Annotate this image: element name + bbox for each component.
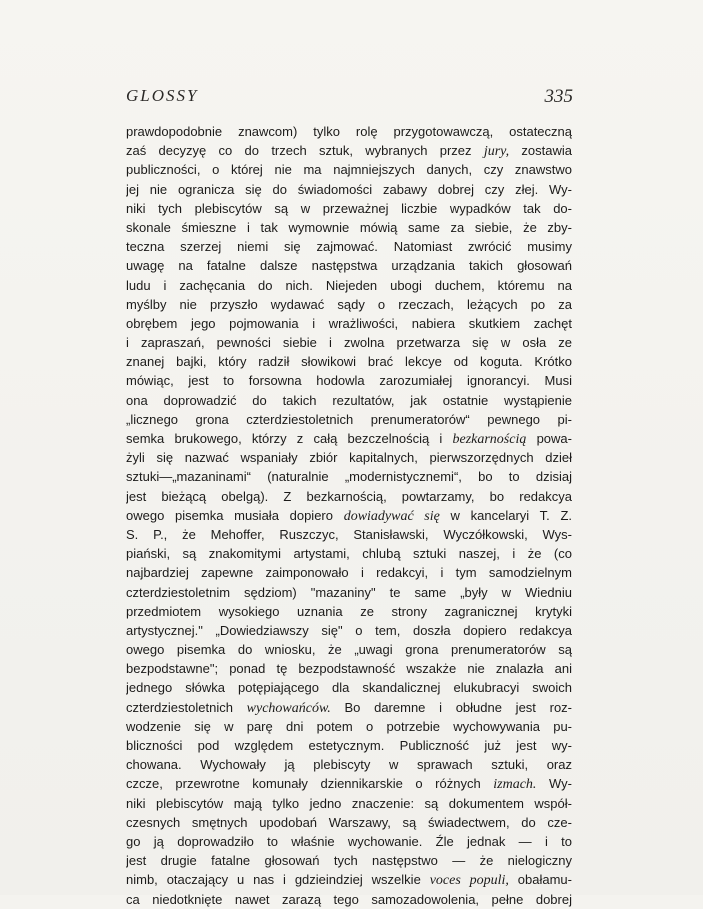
text-line	[126, 371, 572, 390]
text-line	[126, 352, 572, 371]
text-segment: Wy-	[536, 776, 572, 792]
text-line	[126, 813, 572, 832]
text-segment: prawdopodobnie znawcom) tylko rolę przygotowawczą, ostateczną	[126, 124, 572, 139]
page-header	[126, 86, 573, 112]
text-segment: semka brukowego, którzy z całą bezczelnością i	[126, 431, 453, 446]
text-line	[126, 160, 572, 179]
text-segment: jej nie ogranicza się do świadomości zabawy dobrej czy złej. Wy-	[126, 181, 572, 197]
text-segment: i zapraszań, pewności siebie i zwolna przetwarza się w osła ze	[126, 335, 572, 351]
text-segment: ca niedotknięte nawet zarazą tego samozadowolenia, pełne dobrej	[126, 891, 572, 907]
page-number: 335	[544, 86, 573, 107]
text-segment: zaś decyzyę co do trzech sztuk, wybranych przez	[126, 143, 484, 159]
text-segment: owego pisemka do wniosku, że „uwagi grona prenumeratorów są	[126, 642, 572, 658]
text-segment: teczna szerzej niemi się zajmować. Natomiast zwrócić musimy	[126, 239, 572, 255]
text-line	[126, 141, 572, 160]
text-segment: jest drugie fatalne głosowań tych następstwo — że nielogiczny	[126, 853, 572, 869]
text-segment: żyli się nazwać wspaniały zbiór kapitalnych, pierwszorzędnych dzieł	[126, 450, 572, 466]
text-line	[126, 736, 572, 755]
text-line	[126, 467, 572, 486]
text-segment: czcze, przewrotne komunały dziennikarskie o różnych	[126, 776, 494, 792]
text-line	[126, 276, 572, 295]
text-segment: czesnych smętnych upodobań Warszawy, są świadectwem, do cze-	[126, 814, 572, 830]
text-line	[126, 391, 572, 410]
text-line	[126, 717, 572, 736]
text-line	[126, 640, 572, 659]
text-line	[126, 678, 572, 697]
text-line	[126, 602, 572, 621]
text-segment: chowana. Wychowały ją plebiscyty w sprawach sztuki, oraz	[126, 757, 572, 773]
text-segment: uwagę na fatalne dalsze następstwa urządzania takich głosowań	[126, 258, 572, 274]
text-segment: Bo daremne i obłudne jest roz-	[330, 699, 572, 715]
text-segment: znanej bajki, który radził słowikowi brać lekcye od koguta. Krótko	[126, 354, 572, 370]
text-segment: obrębem jego pojmowania i wrażliwości, nabiera skutkiem zachęt	[126, 315, 572, 331]
text-segment: niki tych plebiscytów są w przeważnej liczbie wypadków tak do-	[126, 200, 572, 216]
text-line	[126, 563, 572, 582]
text-segment: go ją doprowadziło to właśnie wychowanie. Źle jednak — i to	[126, 833, 572, 849]
text-line	[126, 410, 572, 429]
text-segment: jednego słówka potępiającego dla skandalicznej elukubracyi swoich	[126, 680, 572, 696]
running-title: GLOSSY	[126, 86, 199, 105]
text-segment: w kancelaryi T. Z.	[439, 507, 572, 523]
body-text	[126, 122, 572, 909]
text-line	[126, 295, 572, 314]
italic-word: dowiadywać się	[343, 508, 440, 524]
text-line	[126, 506, 572, 525]
text-segment: owego pisemka musiała dopiero	[126, 507, 344, 523]
text-line	[126, 583, 572, 602]
text-segment: ona doprowadzić do takich rezultatów, jak ostatnie wystąpienie	[126, 392, 572, 408]
text-segment: jest bieżącą obelgą). Z bezkarnością, powtarzamy, bo redakcya	[126, 488, 572, 504]
italic-word: voces populi,	[429, 873, 509, 889]
text-segment: mówiąc, jest to forsowna hodowla zarozumiałej ignorancyi. Musi	[126, 373, 572, 389]
text-segment: niki plebiscytów mają tylko jedno znaczenie: są dokumentem współ-	[126, 795, 572, 811]
text-line	[126, 851, 572, 870]
text-line	[126, 237, 572, 256]
text-line	[126, 870, 572, 889]
text-segment: nimb, otaczający u nas i gdzieindziej wszelkie	[126, 872, 430, 888]
text-segment: „licznego grona czterdziestoletnich prenumeratorów“ pewnego pi-	[126, 411, 572, 427]
text-segment: sztuki—„mazaninami“ (naturalnie „modernistycznemi“, bo to dzisiaj	[126, 469, 572, 485]
text-segment: obałamu-	[508, 872, 572, 888]
text-segment: artystycznej." „Dowiedziawszy się" o tem, doszła dopiero redakcya	[126, 622, 572, 638]
text-line	[126, 774, 572, 793]
text-line	[126, 890, 572, 909]
text-segment: czterdziestoletnim sędziom) "mazaniny" te same „były w Wiedniu	[126, 584, 572, 600]
text-segment: czterdziestoletnich	[126, 699, 247, 715]
text-line	[126, 448, 572, 467]
text-line	[126, 218, 572, 237]
italic-word: wychowańców.	[246, 700, 331, 716]
text-line	[126, 180, 572, 199]
text-segment: najbardziej zapewne zaimponowało i redakcyi, i tym samodzielnym	[126, 565, 572, 581]
text-segment: piański, są znakomitymi artystami, chlubą sztuki naszej, i że (co	[126, 546, 572, 562]
text-line	[126, 314, 572, 333]
text-segment: publiczności, o której nie ma najmniejszych danych, czy znawstwo	[126, 162, 572, 178]
text-line	[126, 621, 572, 640]
text-line	[126, 698, 572, 717]
italic-word: bezkarnością	[452, 432, 527, 447]
text-segment: bliczności pod względem estetycznym. Publiczność już jest wy-	[126, 738, 572, 753]
text-line	[126, 544, 572, 563]
italic-word: jury,	[483, 144, 510, 160]
italic-word: izmach.	[493, 777, 537, 793]
text-segment: wodzenie się w parę dni potem o potrzebie wychowywania pu-	[126, 718, 572, 734]
text-line	[126, 794, 572, 813]
text-line	[126, 755, 572, 774]
text-line	[126, 487, 572, 506]
text-line	[126, 333, 572, 352]
text-segment: przedmiotem wysokiego uznania ze strony zagranicznej krytyki	[126, 603, 572, 619]
text-line	[126, 659, 572, 678]
text-segment: zostawia	[509, 143, 572, 159]
text-segment: bezpodstawne"; ponad tę bezpodstawność wszakże nie znalazła ani	[126, 661, 572, 677]
text-line	[126, 525, 572, 544]
text-segment: myślby nie przyszło wydawać sądy o rzeczach, leżących po za	[126, 296, 572, 312]
text-segment: ludu i zachęcania do nich. Niejeden ubogi duchem, któremu na	[126, 277, 572, 293]
text-segment: skonale śmieszne i tak wymownie mówią same za siebie, że zby-	[126, 219, 572, 235]
text-line	[126, 256, 572, 275]
text-line	[126, 832, 572, 851]
text-line	[126, 122, 572, 141]
text-line	[126, 429, 572, 448]
text-line	[126, 199, 572, 218]
text-segment: powa-	[526, 431, 572, 446]
text-segment: S. P., że Mehoffer, Ruszczyc, Stanisławski, Wyczółkowski, Wys-	[126, 526, 572, 542]
